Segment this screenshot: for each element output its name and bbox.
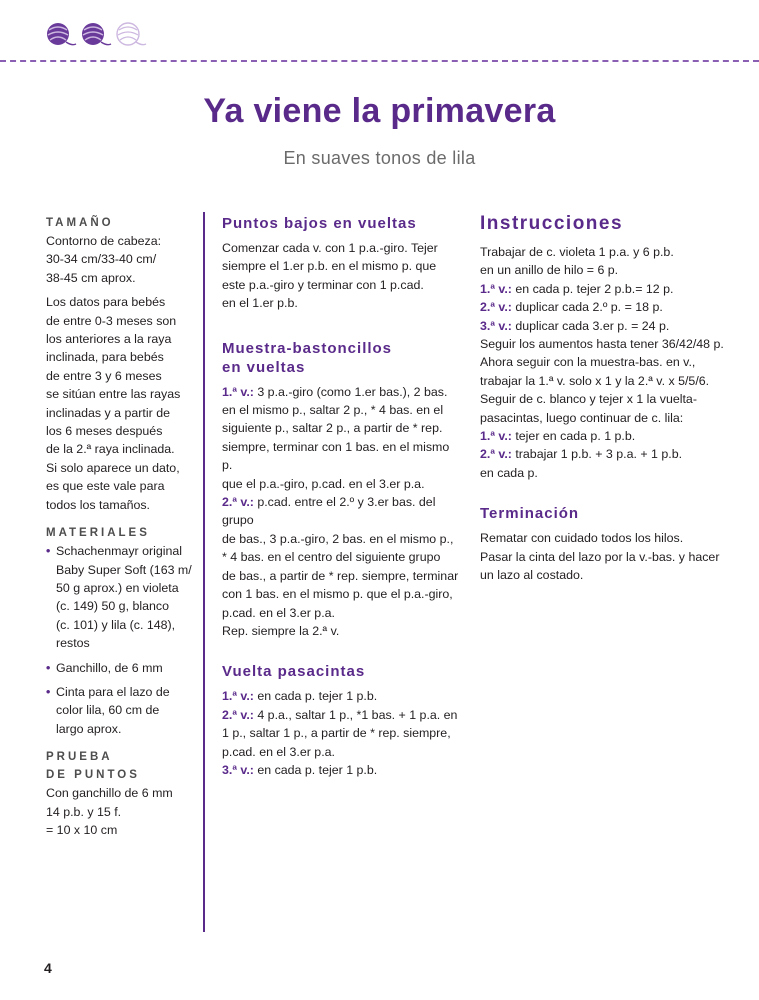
- text-line: Comenzar cada v. con 1 p.a.-giro. Tejer: [222, 241, 438, 255]
- text-line: [222, 687, 462, 705]
- size-heading: TAMAÑO: [46, 217, 114, 229]
- section-heading-pattern: Muestra-bastoncillos: [222, 339, 393, 357]
- text-line: = 10 x 10 cm: [46, 822, 118, 837]
- text-line: Ahora seguir con la muestra-bas. en v.,: [480, 355, 696, 370]
- list-item: [46, 683, 198, 738]
- text-line: [222, 706, 462, 724]
- text-line: en un anillo de hilo = 6 p.: [480, 263, 619, 278]
- page-subtitle: En suaves tonos de lila: [283, 148, 476, 168]
- section-heading-ribbon-row: Vuelta pasacintas: [222, 663, 366, 681]
- materials-heading: MATERIALES: [46, 527, 150, 540]
- row-text: trabajar 1 p.b. + 3 p.a. + 1 p.b.: [511, 447, 683, 462]
- text-line: con 1 bas. en el mismo p. que el p.a.-giro,: [222, 587, 453, 602]
- text-line: p.cad. en el 3.er p.a.: [222, 744, 335, 759]
- text-line: Los datos para bebés: [46, 295, 166, 310]
- section-heading-pattern-2: en vueltas: [222, 358, 306, 376]
- text-line: se sitúan entre las rayas: [46, 387, 181, 402]
- text-line: [222, 761, 462, 779]
- row-label: 1.ª v.:: [480, 281, 512, 296]
- text-line: inclinada, para bebés: [46, 350, 164, 365]
- text-line: color lila, 60 cm de: [56, 703, 160, 718]
- text-line: un lazo al costado.: [480, 568, 584, 583]
- row-text: 3 p.a.-giro (como 1.er bas.), 2 bas.: [253, 384, 448, 399]
- yarn-balls-decoration: [44, 20, 147, 50]
- section-heading-instructions: Instrucciones: [480, 213, 624, 234]
- section-text: [480, 243, 740, 482]
- row-label: 1.ª v.:: [222, 384, 254, 399]
- text-line: Rematar con cuidado todos los hilos.: [480, 531, 684, 546]
- bullet-icon: •: [46, 684, 51, 699]
- list-item: [46, 542, 198, 652]
- section-text: [222, 687, 462, 779]
- section-text: [480, 529, 740, 584]
- text-line: 30-34 cm/33-40 cm/: [46, 252, 157, 267]
- gauge-text: [46, 784, 198, 839]
- text-line: Con ganchillo de 6 mm: [46, 786, 173, 801]
- row-text: en cada p. tejer 2 p.b.= 12 p.: [511, 281, 674, 296]
- text-line: Rep. siempre la 2.ª v.: [222, 623, 340, 638]
- yarn-ball-icon: [114, 20, 147, 50]
- text-line: en el 1.er p.b.: [222, 296, 298, 311]
- text-line: [480, 427, 740, 445]
- row-label: 2.ª v.:: [222, 707, 254, 722]
- text-line: inclinadas y a partir de: [46, 405, 170, 420]
- text-line: todos los tamaños.: [46, 497, 151, 512]
- row-text: en cada p. tejer 1 p.b.: [253, 762, 378, 777]
- text-line: Baby Super Soft (163 m/: [56, 562, 192, 577]
- text-line: restos: [56, 636, 90, 651]
- materials-list: [46, 542, 198, 738]
- text-line: [480, 445, 740, 463]
- text-line: siguiente p., saltar 2 p., a partir de * rep.: [222, 421, 443, 436]
- text-line: Si solo aparece un dato,: [46, 460, 180, 475]
- row-text: duplicar cada 3.er p. = 24 p.: [511, 318, 670, 333]
- row-label: 1.ª v.:: [480, 429, 512, 444]
- gauge-heading-1: PRUEBA: [46, 751, 113, 764]
- bullet-icon: •: [46, 660, 51, 675]
- text-line: (c. 101) y lila (c. 148),: [56, 617, 176, 632]
- row-label: 3.ª v.:: [480, 318, 512, 333]
- text-line: [480, 317, 740, 335]
- text-line: siempre, terminar con 1 bas. en el mismo p.: [222, 439, 450, 473]
- text-line: 14 p.b. y 15 f.: [46, 804, 122, 819]
- text-line: 50 g aprox.) en violeta: [56, 580, 179, 595]
- text-line: Trabajar de c. violeta 1 p.a. y 6 p.b.: [480, 245, 674, 259]
- row-text: p.cad. entre el 2.º y 3.er bas. del grupo: [222, 495, 436, 528]
- row-label: 1.ª v.:: [222, 689, 254, 704]
- text-line: trabajar la 1.ª v. solo x 1 y la 2.ª v. x 5/5/6.: [480, 373, 710, 388]
- text-line: en cada p.: [480, 465, 538, 480]
- text-line: Cinta para el lazo de: [56, 684, 170, 699]
- text-line: de bas., a partir de * rep. siempre, terminar: [222, 568, 459, 583]
- text-line: de la 2.ª raya inclinada.: [46, 442, 175, 457]
- section-text: [222, 383, 462, 641]
- text-line: de entre 3 y 6 meses: [46, 368, 162, 383]
- gauge-heading-2: DE PUNTOS: [46, 769, 140, 782]
- text-line: 1 p., saltar 1 p., a partir de * rep. siempre,: [222, 726, 451, 741]
- size-text: [46, 232, 198, 287]
- text-line: de bas., 3 p.a.-giro, 2 bas. en el mismo p.,: [222, 531, 454, 546]
- text-line: 38-45 cm aprox.: [46, 270, 136, 285]
- middle-column: [222, 214, 462, 785]
- row-label: 2.ª v.:: [480, 300, 512, 315]
- text-line: que el p.a.-giro, p.cad. en el 3.er p.a.: [222, 476, 425, 491]
- right-column: [480, 214, 740, 591]
- list-item: [46, 659, 198, 677]
- row-text: en cada p. tejer 1 p.b.: [253, 689, 378, 704]
- section-heading-finishing: Terminación: [480, 505, 580, 523]
- text-line: Ganchillo, de 6 mm: [56, 660, 163, 675]
- row-label: 2.ª v.:: [480, 447, 512, 462]
- row-label: 2.ª v.:: [222, 495, 254, 510]
- text-line: (c. 149) 50 g, blanco: [56, 599, 169, 614]
- text-line: pasacintas, luego continuar de c. lila:: [480, 410, 684, 425]
- text-line: Schachenmayr original: [56, 544, 183, 559]
- text-line: [222, 383, 462, 401]
- text-line: [222, 493, 462, 530]
- yarn-ball-icon: [79, 20, 112, 50]
- text-line: [480, 298, 740, 316]
- text-line: Seguir los aumentos hasta tener 36/42/48 p.: [480, 337, 724, 352]
- row-text: duplicar cada 2.º p. = 18 p.: [511, 300, 663, 315]
- bullet-icon: •: [46, 544, 51, 559]
- text-line: de entre 0-3 meses son: [46, 313, 177, 328]
- text-line: los anteriores a la raya: [46, 332, 172, 347]
- yarn-ball-icon: [44, 20, 77, 50]
- size-note: [46, 293, 198, 514]
- text-line: los 6 meses después: [46, 424, 163, 439]
- text-line: [480, 280, 740, 298]
- text-line: siempre el 1.er p.b. en el mismo p. que: [222, 259, 437, 274]
- text-line: es que este vale para: [46, 479, 165, 494]
- column-divider: [203, 212, 205, 932]
- dashed-divider: [0, 60, 759, 62]
- text-line: * 4 bas. en el centro del siguiente grupo: [222, 550, 441, 565]
- text-line: p.cad. en el 3.er p.a.: [222, 605, 335, 620]
- text-line: Seguir de c. blanco y tejer x 1 la vuelta-: [480, 392, 697, 407]
- text-line: este p.a.-giro y terminar con 1 p.cad.: [222, 277, 424, 292]
- text-line: largo aprox.: [56, 721, 122, 736]
- text-line: Contorno de cabeza:: [46, 234, 162, 248]
- text-line: Pasar la cinta del lazo por la v.-bas. y hacer: [480, 549, 720, 564]
- section-text: [222, 239, 462, 313]
- left-column: [46, 214, 198, 845]
- row-label: 3.ª v.:: [222, 762, 254, 777]
- row-text: 4 p.a., saltar 1 p., *1 bas. + 1 p.a. en: [253, 707, 458, 722]
- page-title: Ya viene la primavera: [203, 92, 556, 130]
- text-line: en el mismo p., saltar 2 p., * 4 bas. en el: [222, 403, 444, 418]
- row-text: tejer en cada p. 1 p.b.: [511, 429, 636, 444]
- section-heading-single-crochet: Puntos bajos en vueltas: [222, 215, 417, 232]
- page-number: 4: [44, 960, 52, 976]
